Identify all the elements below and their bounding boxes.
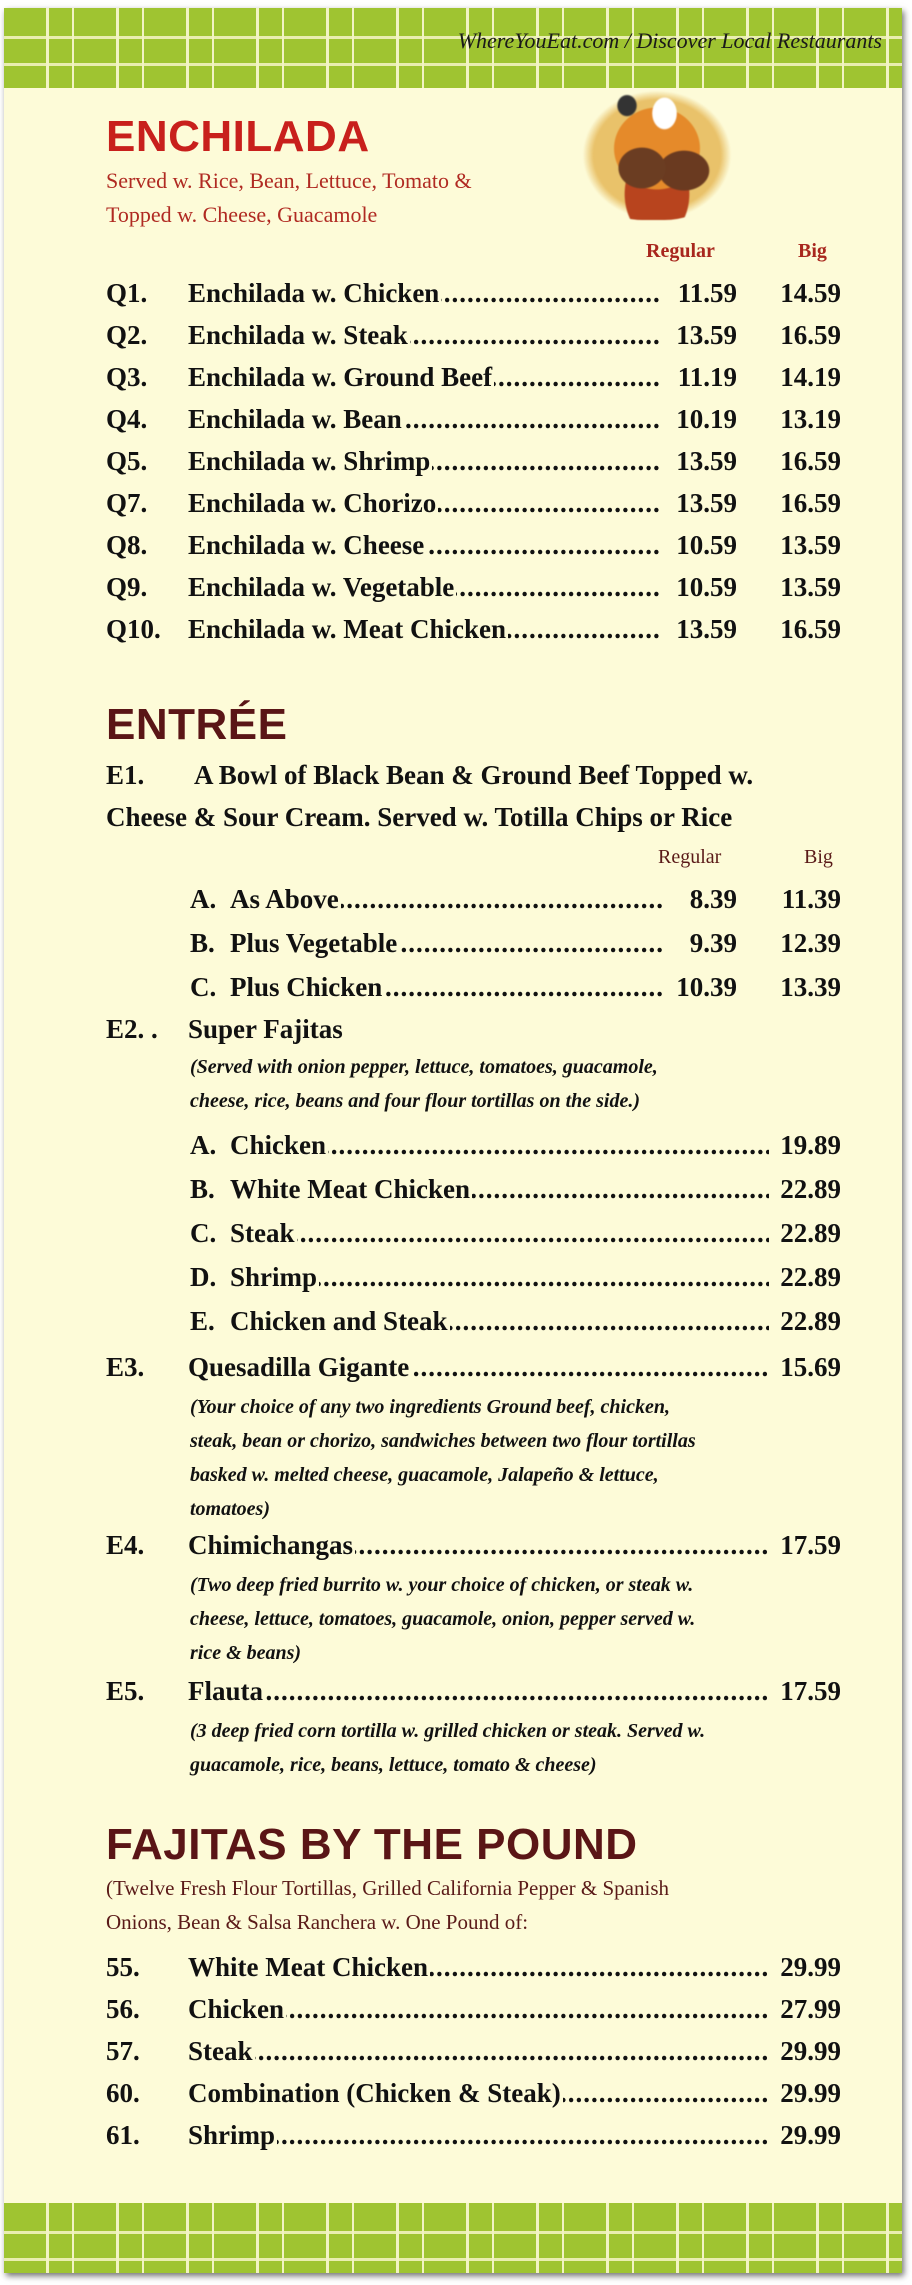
price-regular: 9.39 xyxy=(689,928,737,958)
item-code: B. xyxy=(190,1174,215,1204)
price: 29.99 xyxy=(780,2120,841,2150)
price-regular: 13.59 xyxy=(676,320,737,350)
price: 17.59 xyxy=(780,1530,841,1560)
price-regular: 13.59 xyxy=(676,446,737,476)
item-name-leader xyxy=(230,1174,769,1205)
item-name-leader xyxy=(188,488,661,519)
top-plaid-band xyxy=(4,8,902,88)
price: 29.99 xyxy=(780,1952,841,1982)
enchilada-subtitle-2: Topped w. Cheese, Guacamole xyxy=(106,202,378,227)
menu-item-row xyxy=(106,278,841,309)
fajitas-subtitle-1: (Twelve Fresh Flour Tortillas, Grilled California Pepper & Spanish xyxy=(106,1876,670,1900)
item-name: Flauta xyxy=(188,1676,264,1706)
e4-desc-line: (Two deep fried burrito w. your choice of chicken, or steak w. xyxy=(190,1574,694,1596)
price-regular: 11.19 xyxy=(677,362,737,392)
item-name: Enchilada w. Bean xyxy=(188,404,402,434)
bottom-plaid-band xyxy=(4,2203,902,2273)
item-name: White Meat Chicken xyxy=(230,1174,470,1204)
item-name: Enchilada w. Chicken xyxy=(188,278,440,308)
price: 22.89 xyxy=(780,1218,841,1248)
item-name-leader xyxy=(230,972,665,1003)
item-name-leader xyxy=(230,1306,769,1337)
price-big: 12.39 xyxy=(780,928,841,958)
item-code: E5. xyxy=(106,1676,145,1706)
price-big: 16.59 xyxy=(780,488,841,518)
item-code: B. xyxy=(190,928,215,958)
e4-desc-line: rice & beans) xyxy=(190,1642,302,1664)
item-code: E4. xyxy=(106,1530,145,1560)
item-code: Q1. xyxy=(106,278,148,308)
price-big: 14.19 xyxy=(780,362,841,392)
item-name: White Meat Chicken xyxy=(188,1952,428,1982)
menu-item-row xyxy=(106,1352,841,1383)
price: 29.99 xyxy=(780,2078,841,2108)
menu-item-row xyxy=(106,530,841,561)
item-name-leader xyxy=(230,1218,769,1249)
price: 22.89 xyxy=(780,1262,841,1292)
menu-item-row xyxy=(106,404,841,435)
item-name: Shrimp xyxy=(188,2120,276,2150)
menu-item-row xyxy=(190,1130,841,1161)
item-name-leader xyxy=(230,884,665,915)
menu-item-row xyxy=(190,1306,841,1337)
menu-item-row xyxy=(106,1952,841,1983)
price-big: 16.59 xyxy=(780,446,841,476)
item-code: Q7. xyxy=(106,488,148,518)
price-big: 13.39 xyxy=(780,972,841,1002)
price-big: 16.59 xyxy=(780,320,841,350)
item-name-leader xyxy=(188,1676,769,1707)
item-name-leader xyxy=(188,362,661,393)
item-code: E3. xyxy=(106,1352,145,1382)
item-name-leader xyxy=(230,928,665,959)
e1-line-1 xyxy=(106,760,841,791)
item-code: Q10. xyxy=(106,614,161,644)
item-name-leader xyxy=(188,446,661,477)
item-name-leader xyxy=(188,2036,769,2067)
item-code: C. xyxy=(190,972,217,1002)
item-name-leader xyxy=(188,2120,769,2151)
e3-desc-line: tomatoes) xyxy=(190,1498,270,1520)
menu-item-row xyxy=(106,1530,841,1561)
col-header-regular: Regular xyxy=(646,240,715,262)
item-code: 61. xyxy=(106,2120,140,2150)
item-name-leader xyxy=(188,1352,769,1383)
e3-desc-line: basked w. melted cheese, guacamole, Jalapeño & lettuce, xyxy=(190,1464,659,1486)
menu-item-row xyxy=(106,488,841,519)
price-regular: 10.19 xyxy=(676,404,737,434)
price: 29.99 xyxy=(780,2036,841,2066)
menu-item-row xyxy=(190,928,841,959)
menu-item-row xyxy=(190,884,841,915)
item-name-leader xyxy=(188,1530,769,1561)
item-name: Plus Vegetable xyxy=(230,928,398,958)
menu-item-row xyxy=(106,1676,841,1707)
item-name: Super Fajitas xyxy=(188,1014,343,1044)
item-code: E1. xyxy=(106,760,145,790)
price-regular: 8.39 xyxy=(689,884,737,914)
col-header-big: Big xyxy=(798,240,827,262)
item-name: Combination (Chicken & Steak) xyxy=(188,2078,561,2108)
item-description: Cheese & Sour Cream. Served w. Totilla Chips or Rice xyxy=(106,802,733,832)
price: 27.99 xyxy=(780,1994,841,2024)
item-name: Enchilada w. Chorizo xyxy=(188,488,437,518)
item-code: 55. xyxy=(106,1952,140,1982)
e3-desc-line: (Your choice of any two ingredients Ground beef, chicken, xyxy=(190,1396,670,1418)
item-code: 57. xyxy=(106,2036,140,2066)
item-name: Chicken and Steak xyxy=(230,1306,448,1336)
price: 15.69 xyxy=(780,1352,841,1382)
item-code: E. xyxy=(190,1306,215,1336)
item-name: Quesadilla Gigante xyxy=(188,1352,410,1382)
menu-item-row xyxy=(190,972,841,1003)
price-regular: 10.59 xyxy=(676,530,737,560)
menu-item-row xyxy=(106,2120,841,2151)
section-title-fajitas: FAJITAS BY THE POUND xyxy=(106,1820,638,1869)
price-regular: 13.59 xyxy=(676,488,737,518)
item-code: Q5. xyxy=(106,446,148,476)
item-code: C. xyxy=(190,1218,217,1248)
price-regular: 10.39 xyxy=(676,972,737,1002)
price: 17.59 xyxy=(780,1676,841,1706)
item-name: Enchilada w. Shrimp xyxy=(188,446,431,476)
e1-col-big: Big xyxy=(804,846,833,868)
item-name-leader xyxy=(188,572,661,603)
menu-item-row xyxy=(190,1262,841,1293)
item-name-leader xyxy=(230,1130,769,1161)
item-name-leader xyxy=(188,530,661,561)
e5-desc-line: (3 deep fried corn tortilla w. grilled chicken or steak. Served w. xyxy=(190,1720,706,1742)
price-big: 14.59 xyxy=(780,278,841,308)
menu-item-row xyxy=(106,572,841,603)
item-name: Chicken xyxy=(188,1994,285,2024)
e2-desc-1: (Served with onion pepper, lettuce, tomatoes, guacamole, xyxy=(190,1056,658,1078)
item-code: Q8. xyxy=(106,530,148,560)
section-title-enchilada: ENCHILADA xyxy=(106,112,370,161)
section-title-entree: ENTRÉE xyxy=(106,700,288,749)
item-code: A. xyxy=(190,884,217,914)
price: 22.89 xyxy=(780,1306,841,1336)
item-code: D. xyxy=(190,1262,217,1292)
menu-item-row xyxy=(106,2078,841,2109)
item-code: Q2. xyxy=(106,320,148,350)
item-name: Chicken xyxy=(230,1130,327,1160)
menu-item-row xyxy=(106,446,841,477)
item-name-leader xyxy=(230,1262,769,1293)
menu-item-row xyxy=(106,1994,841,2025)
menu-item-row xyxy=(106,362,841,393)
enchilada-photo xyxy=(582,90,732,220)
item-name-leader xyxy=(188,404,661,435)
item-name: Enchilada w. Meat Chicken xyxy=(188,614,507,644)
item-name: As Above xyxy=(230,884,339,914)
site-credit: WhereYouEat.com / Discover Local Restaurants xyxy=(457,28,882,53)
item-name: Shrimp xyxy=(230,1262,318,1292)
menu-item-row xyxy=(106,320,841,351)
price-big: 13.59 xyxy=(780,530,841,560)
price-regular: 13.59 xyxy=(676,614,737,644)
item-name-leader xyxy=(188,278,661,309)
e1-col-regular: Regular xyxy=(658,846,722,868)
item-description: A Bowl of Black Bean & Ground Beef Topped w. xyxy=(194,760,754,790)
price-big: 13.59 xyxy=(780,572,841,602)
item-name: Enchilada w. Vegetable xyxy=(188,572,455,602)
menu-item-row xyxy=(106,2036,841,2067)
price: 19.89 xyxy=(780,1130,841,1160)
item-name: Enchilada w. Steak xyxy=(188,320,408,350)
item-name: Steak xyxy=(230,1218,295,1248)
item-code: E2. . xyxy=(106,1014,158,1044)
item-code: Q9. xyxy=(106,572,148,602)
price-big: 16.59 xyxy=(780,614,841,644)
item-name-leader xyxy=(188,1952,769,1983)
price: 22.89 xyxy=(780,1174,841,1204)
price-regular: 11.59 xyxy=(677,278,737,308)
item-name-leader xyxy=(188,1994,769,2025)
item-name: Steak xyxy=(188,2036,253,2066)
item-name-leader xyxy=(188,2078,769,2109)
menu-item-row xyxy=(190,1218,841,1249)
item-name: Plus Chicken xyxy=(230,972,383,1002)
e3-desc-line: steak, bean or chorizo, sandwiches between two flour tortillas xyxy=(190,1430,696,1452)
item-code: A. xyxy=(190,1130,217,1160)
item-code: 60. xyxy=(106,2078,140,2108)
price-big: 13.19 xyxy=(780,404,841,434)
item-code: 56. xyxy=(106,1994,140,2024)
e2-header xyxy=(106,1014,841,1045)
item-name-leader xyxy=(188,614,661,645)
e4-desc-line: cheese, lettuce, tomatoes, guacamole, onion, pepper served w. xyxy=(190,1608,696,1630)
menu-page xyxy=(4,8,902,2273)
menu-item-row xyxy=(190,1174,841,1205)
item-name: Enchilada w. Cheese xyxy=(188,530,425,560)
item-name: Chimichangas xyxy=(188,1530,354,1560)
item-name-leader xyxy=(188,320,661,351)
e1-line-2 xyxy=(106,802,841,833)
enchilada-subtitle-1: Served w. Rice, Bean, Lettuce, Tomato & xyxy=(106,168,472,193)
item-code: Q3. xyxy=(106,362,148,392)
menu-item-row xyxy=(106,614,841,645)
item-code: Q4. xyxy=(106,404,148,434)
fajitas-subtitle-2: Onions, Bean & Salsa Ranchera w. One Pound of: xyxy=(106,1910,529,1934)
item-name: Enchilada w. Ground Beef xyxy=(188,362,493,392)
price-big: 11.39 xyxy=(781,884,841,914)
e5-desc-line: guacamole, rice, beans, lettuce, tomato & cheese) xyxy=(190,1754,597,1776)
e2-desc-2: cheese, rice, beans and four flour tortillas on the side.) xyxy=(190,1090,641,1112)
price-regular: 10.59 xyxy=(676,572,737,602)
